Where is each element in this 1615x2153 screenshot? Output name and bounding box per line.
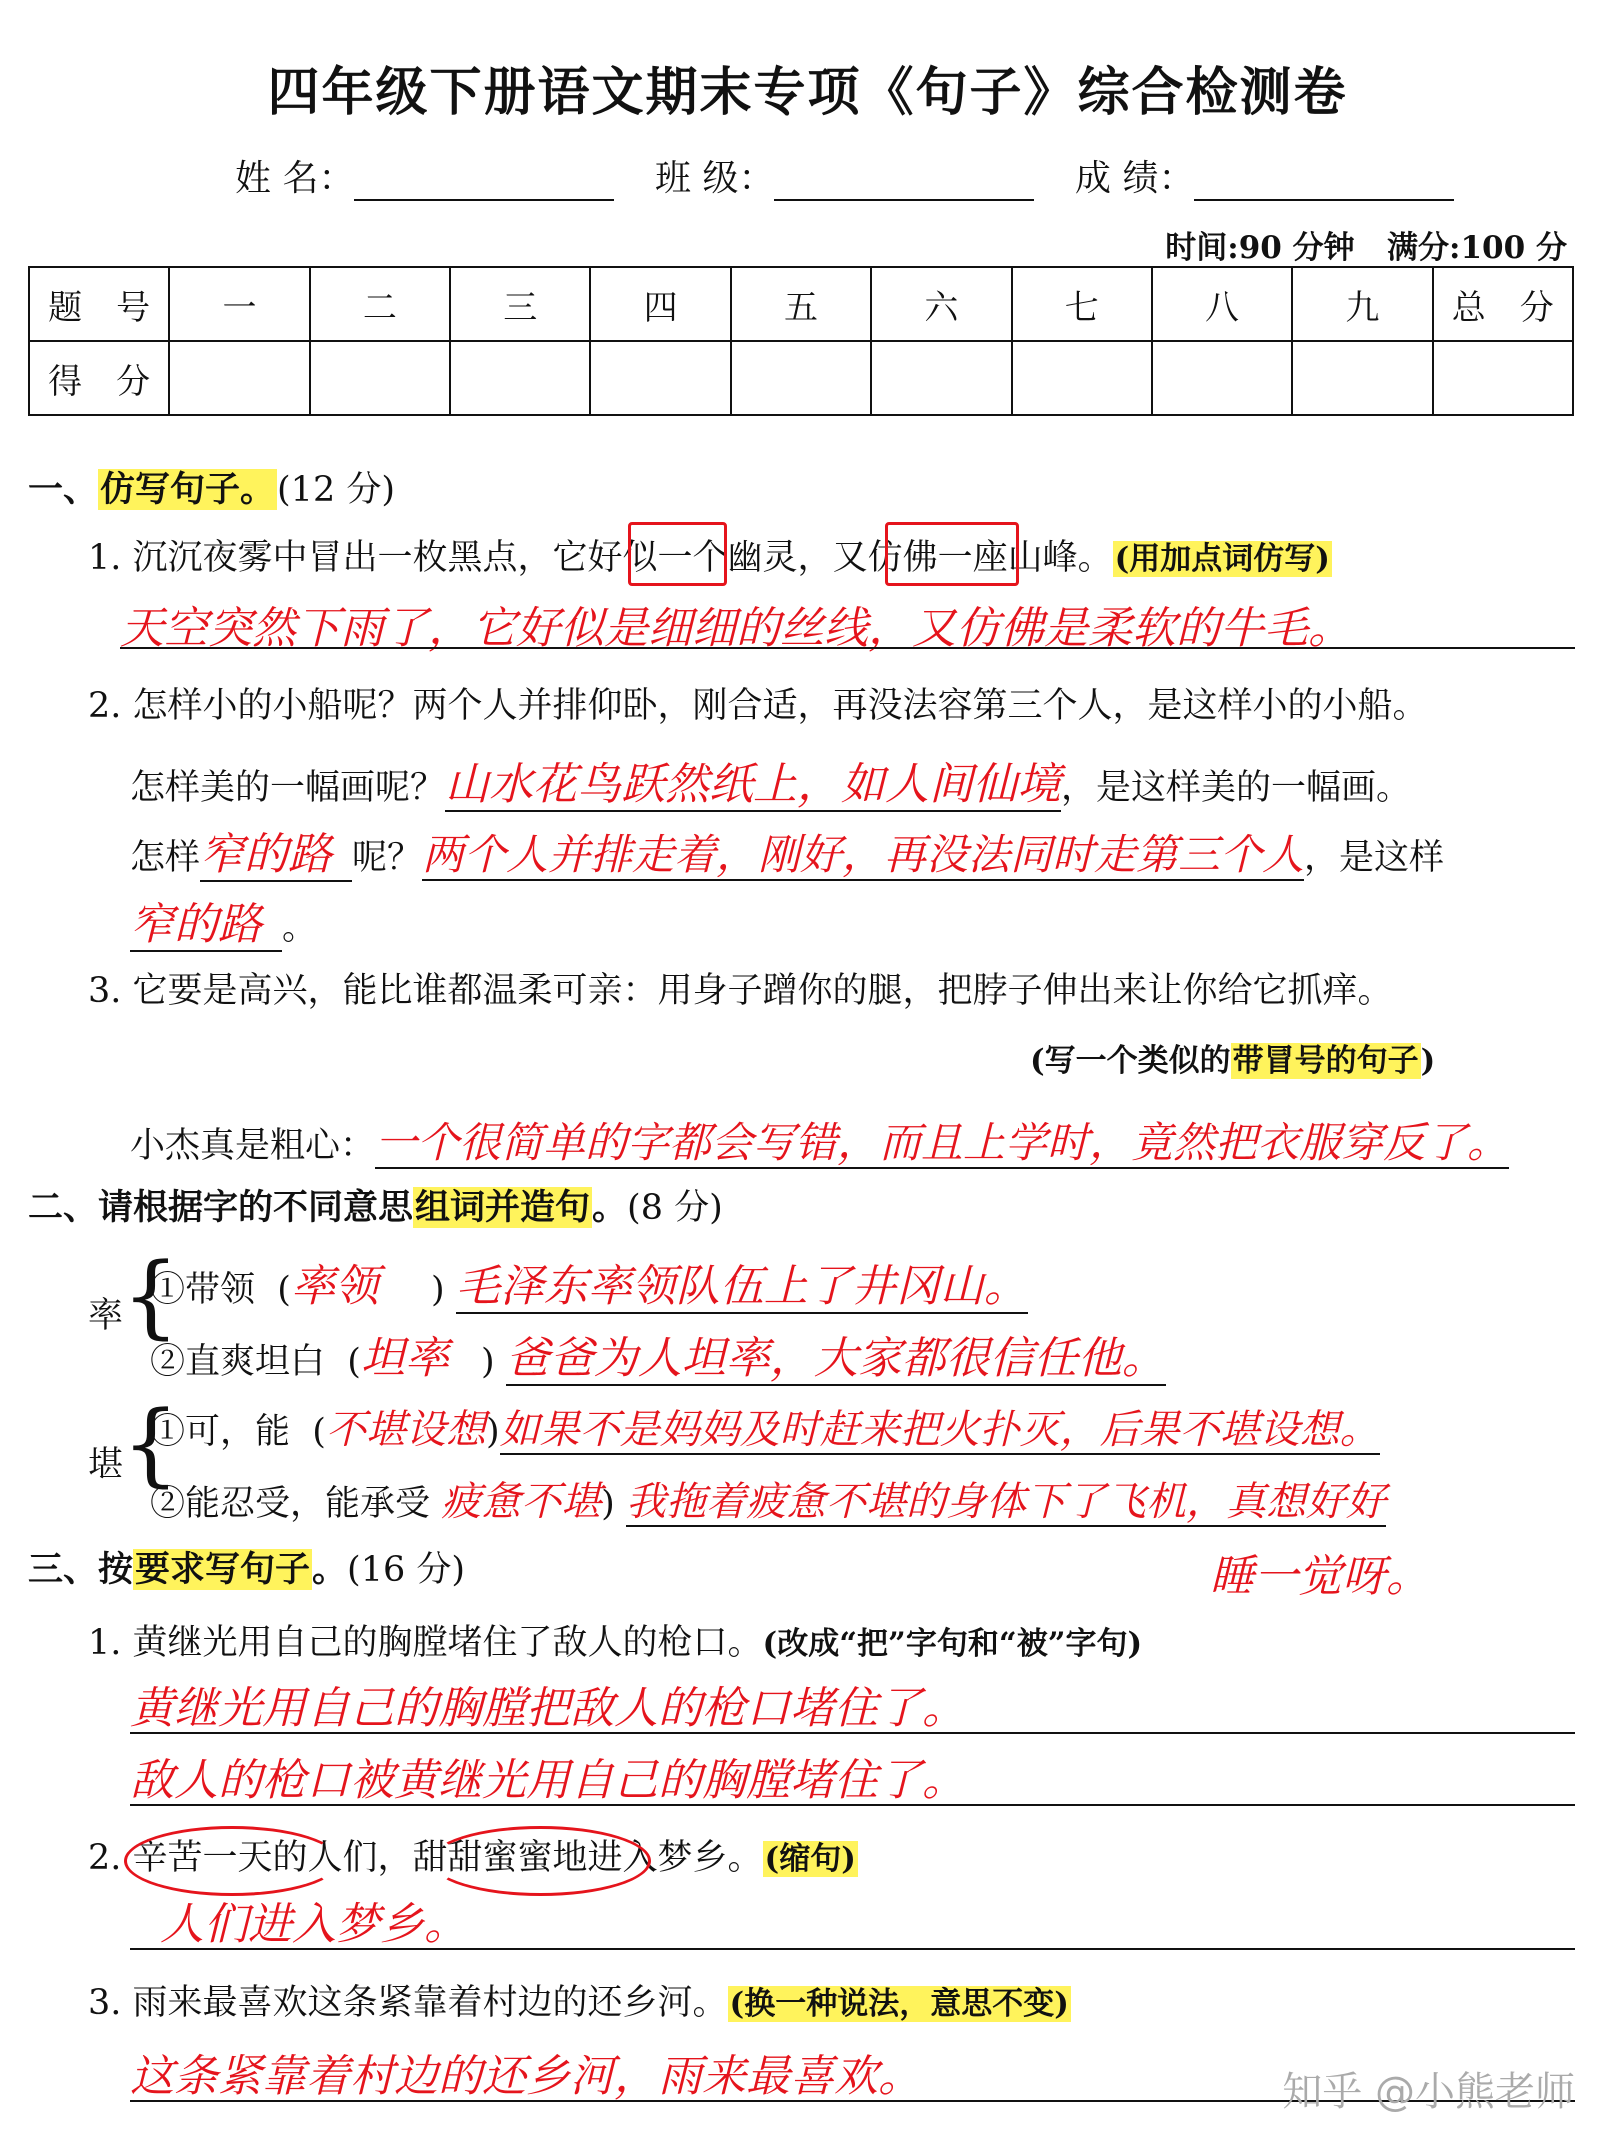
handwritten-sentence[interactable]: 我拖着疲惫不堪的身体下了飞机，真想好好 <box>625 1479 1386 1525</box>
section-2-heading <box>28 1180 723 1230</box>
section-points: (16 分) <box>347 1550 466 1590</box>
score-label: 成 绩： <box>1075 158 1195 199</box>
section-1-heading <box>28 462 395 512</box>
q-text: 一个幽灵， <box>657 538 833 578</box>
s1-q3-answer-line <box>130 1110 1509 1170</box>
score-cell[interactable] <box>871 341 1011 415</box>
paren: ) <box>601 1484 615 1524</box>
q-text: ，是这样美的一幅画。 <box>1061 768 1412 808</box>
char-lu-meaning-2 <box>150 1322 1166 1386</box>
handwritten-word[interactable]: 率领 <box>290 1261 379 1312</box>
name-field[interactable] <box>235 150 614 201</box>
paren: ( <box>312 1412 326 1452</box>
q-instruction: ) <box>1420 1043 1436 1079</box>
q-instruction: (改成“把”字句和“被”字句) <box>762 1626 1143 1662</box>
q-text: 一座山峰。 <box>937 538 1113 578</box>
score-cell[interactable] <box>1152 341 1292 415</box>
answer-line <box>130 1946 1575 1950</box>
paren: ) <box>485 1412 500 1452</box>
q-instruction: (写一个类似的 <box>1030 1043 1231 1079</box>
s1-q2-prompt: 2. 怎样小的小船呢？两个人并排仰卧，刚合适，再没法容第三个人，是这样小的小船。 <box>88 686 1428 726</box>
q-text: 呢？ <box>352 838 423 878</box>
section-punct: 。 <box>592 1187 628 1228</box>
brace: { <box>122 1392 180 1497</box>
meaning: ②能忍受，能承受 <box>150 1484 431 1524</box>
table-cell: 八 <box>1152 267 1292 341</box>
name-label: 姓 名： <box>235 158 355 199</box>
answer-line <box>120 645 1575 649</box>
q-instruction: (缩句) <box>764 1841 856 1877</box>
handwritten-word[interactable]: 不堪设想 <box>325 1407 486 1453</box>
char-kan-meaning-1 <box>150 1398 1380 1455</box>
score-table-score-row <box>29 341 1573 415</box>
handwritten-answer[interactable]: 天空突然下雨了，它好似是细细的丝线，又仿佛是柔软的牛毛。 <box>120 603 1352 654</box>
q-text: ，是这样 <box>1304 838 1445 878</box>
q-instruction: (用加点词仿写) <box>1114 541 1330 577</box>
watermark: 知乎 @小熊老师 <box>1282 2069 1575 2115</box>
q-text: 2. 辛苦一天的人们，甜甜蜜蜜地进入梦乡。 <box>88 1838 763 1878</box>
s3-q3-prompt <box>88 1975 1071 2025</box>
q-keyword: 又仿佛 <box>832 538 938 578</box>
meaning: ①带领 <box>150 1270 256 1310</box>
score-blank[interactable] <box>1194 165 1454 201</box>
score-cell[interactable] <box>310 341 450 415</box>
class-field[interactable] <box>655 150 1034 201</box>
name-blank[interactable] <box>354 165 614 201</box>
keyword-circle <box>628 522 727 586</box>
s1-q2-line4 <box>130 888 317 952</box>
char-kan: 堪 <box>88 1445 124 1485</box>
paren: ) <box>430 1270 445 1310</box>
keyword-circle <box>885 522 1019 586</box>
page-title: 四年级下册语文期末专项《句子》综合检测卷 <box>267 62 1348 123</box>
score-cell[interactable] <box>1012 341 1152 415</box>
table-cell: 七 <box>1012 267 1152 341</box>
handwritten-answer[interactable]: 这条紧靠着村边的还乡河，雨来最喜欢。 <box>130 2051 922 2102</box>
table-cell: 五 <box>731 267 871 341</box>
exam-meta <box>1165 222 1567 267</box>
table-cell: 四 <box>590 267 730 341</box>
section-label: 组词并造句 <box>415 1187 591 1228</box>
q-text: 。 <box>282 908 318 948</box>
section-label: 要求写句子 <box>135 1549 311 1590</box>
handwritten-word[interactable]: 坦率 <box>360 1333 449 1384</box>
q-instruction: (换一种说法，意思不变) <box>729 1986 1069 2022</box>
meaning: ①可，能 <box>150 1412 291 1452</box>
s1-q3-instruction <box>1030 1035 1435 1080</box>
meaning: ②直爽坦白 <box>150 1342 326 1382</box>
table-cell: 总 分 <box>1433 267 1573 341</box>
section-number: 一、 <box>28 469 99 510</box>
table-cell: 得 分 <box>29 341 169 415</box>
q-text: 怎样美的一幅画呢？ <box>130 768 446 808</box>
table-cell: 三 <box>450 267 590 341</box>
q-text: 3. 雨来最喜欢这条紧靠着村边的还乡河。 <box>88 1983 728 2023</box>
s3-q1-prompt <box>88 1615 1142 1665</box>
score-cell[interactable] <box>1433 341 1573 415</box>
section-number: 三、按 <box>28 1549 134 1590</box>
handwritten-sentence-cont[interactable]: 睡一觉呀。 <box>1210 1551 1430 1602</box>
char-lu: 率 <box>88 1296 124 1336</box>
strike-bracket <box>124 1826 340 1896</box>
score-cell[interactable] <box>731 341 871 415</box>
handwritten-answer[interactable]: 敌人的枪口被黄继光用自己的胸膛堵住了。 <box>130 1755 966 1806</box>
char-kan-meaning-2 <box>150 1470 1386 1527</box>
section-points: (8 分) <box>627 1188 723 1228</box>
score-table-header-row <box>29 267 1573 341</box>
time-label: 时间:90 分钟 <box>1165 230 1355 266</box>
answer-line <box>130 1802 1575 1806</box>
strike-bracket <box>430 1826 651 1896</box>
q-keyword: 好似 <box>587 538 658 578</box>
score-cell[interactable] <box>590 341 730 415</box>
q-text: 小杰真是粗心： <box>130 1126 376 1166</box>
table-cell: 六 <box>871 267 1011 341</box>
section-points: (12 分) <box>277 470 396 510</box>
score-cell[interactable] <box>1292 341 1432 415</box>
handwritten-answer[interactable]: 窄的路 <box>200 829 352 882</box>
s1-q2-line2 <box>130 748 1411 812</box>
handwritten-sentence[interactable]: 如果不是妈妈及时赶来把火扑灭，后果不堪设想。 <box>499 1407 1380 1453</box>
score-cell[interactable] <box>169 341 309 415</box>
table-cell: 一 <box>169 267 309 341</box>
section-punct: 。 <box>312 1549 348 1590</box>
brace: { <box>122 1244 180 1349</box>
full-score-label: 满分:100 分 <box>1387 230 1567 266</box>
table-cell: 九 <box>1292 267 1432 341</box>
q-text: 怎样 <box>130 838 201 878</box>
paren: ( <box>277 1270 291 1310</box>
answer-line <box>130 1730 1575 1734</box>
handwritten-sentence[interactable]: 毛泽东率领队伍上了井冈山。 <box>455 1261 1028 1312</box>
class-label: 班 级： <box>655 158 775 199</box>
s1-q2-line3 <box>130 818 1444 882</box>
handwritten-answer[interactable]: 山水花鸟跃然纸上，如人间仙境 <box>445 759 1062 810</box>
s1-q3-prompt: 3. 它要是高兴，能比谁都温柔可亲：用身子蹭你的腿，把脖子伸出来让你给它抓痒。 <box>88 971 1393 1011</box>
score-table <box>28 266 1574 416</box>
paren: ( <box>347 1342 361 1382</box>
table-cell: 题 号 <box>29 267 169 341</box>
class-blank[interactable] <box>774 165 1034 201</box>
q-text: 1. 黄继光用自己的胸膛堵住了敌人的枪口。 <box>88 1623 763 1663</box>
char-lu-meaning-1 <box>150 1250 1028 1314</box>
q-text: 1. 沉沉夜雾中冒出一枚黑点，它 <box>88 538 588 578</box>
handwritten-sentence[interactable]: 爸爸为人坦率，大家都很信任他。 <box>505 1333 1166 1384</box>
handwritten-answer[interactable]: 人们进入梦乡。 <box>160 1899 468 1950</box>
score-field[interactable] <box>1075 150 1454 201</box>
handwritten-answer[interactable]: 窄的路 <box>130 899 282 952</box>
handwritten-answer[interactable]: 一个很简单的字都会写错，而且上学时，竟然把衣服穿反了。 <box>375 1118 1510 1167</box>
section-label: 仿写句子。 <box>100 469 276 510</box>
score-cell[interactable] <box>450 341 590 415</box>
section-3-heading <box>28 1542 465 1592</box>
handwritten-answer[interactable]: 两个人并排走着，刚好，再没法同时走第三个人 <box>422 830 1305 879</box>
q-instruction: 带冒号的句子 <box>1232 1043 1419 1079</box>
table-cell: 二 <box>310 267 450 341</box>
handwritten-word[interactable]: 疲惫不堪 <box>441 1479 602 1525</box>
section-number: 二、请根据字的不同意思 <box>28 1187 414 1228</box>
paren: ) <box>480 1342 495 1382</box>
handwritten-answer[interactable]: 黄继光用自己的胸膛把敌人的枪口堵住了。 <box>130 1683 966 1734</box>
